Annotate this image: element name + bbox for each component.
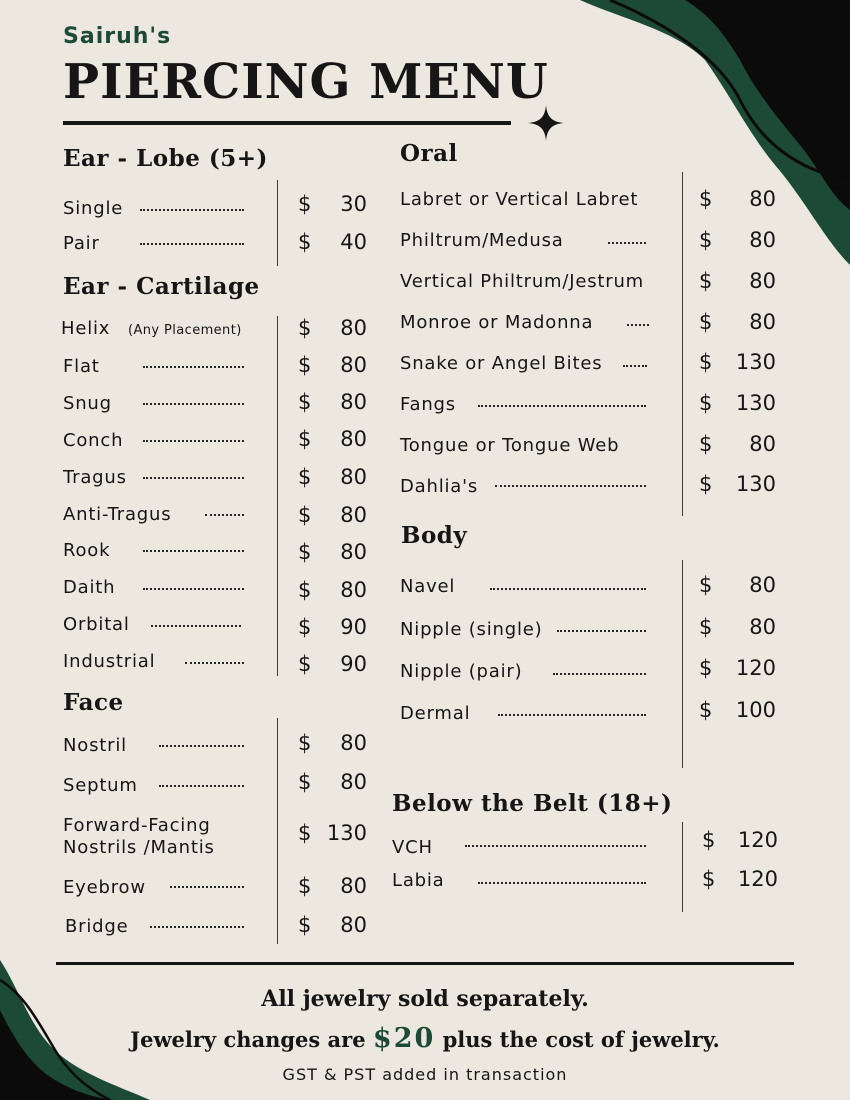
column-divider xyxy=(682,560,683,768)
currency-sign: $ xyxy=(298,427,312,451)
item-name: Forward-Facing Nostrils /Mantis xyxy=(63,815,215,858)
title-divider xyxy=(63,121,511,125)
item-name: Anti-Tragus xyxy=(63,504,172,525)
item-name: Eyebrow xyxy=(63,877,146,898)
page-title: PIERCING MENU xyxy=(63,54,549,110)
brand-name: Sairuh's xyxy=(63,24,172,49)
section-title-ear-cartilage: Ear - Cartilage xyxy=(63,273,260,300)
dot-leader xyxy=(465,845,646,847)
item-price: 80 xyxy=(749,615,776,639)
currency-sign: $ xyxy=(298,503,312,527)
item-price: 90 xyxy=(340,615,367,639)
currency-sign: $ xyxy=(699,350,713,374)
dot-leader xyxy=(140,209,244,211)
dot-leader xyxy=(623,365,647,367)
dot-leader xyxy=(143,440,244,442)
dot-leader xyxy=(143,550,244,552)
top-right-wave-decoration xyxy=(580,0,850,265)
item-name: Conch xyxy=(63,430,124,451)
jewelry-change-text-pre: Jewelry changes are xyxy=(130,1027,366,1052)
item-price: 30 xyxy=(340,192,367,216)
dot-leader xyxy=(498,714,646,716)
dot-leader xyxy=(557,630,646,632)
currency-sign: $ xyxy=(699,573,713,597)
column-divider xyxy=(277,718,278,944)
item-price: 130 xyxy=(735,350,776,374)
dot-leader xyxy=(553,673,646,675)
item-price: 120 xyxy=(735,656,776,680)
currency-sign: $ xyxy=(699,656,713,680)
item-price: 100 xyxy=(735,698,776,722)
item-price: 80 xyxy=(340,503,367,527)
dot-leader xyxy=(490,588,646,590)
item-name: Vertical Philtrum/Jestrum xyxy=(400,271,644,292)
currency-sign: $ xyxy=(699,391,713,415)
currency-sign: $ xyxy=(298,540,312,564)
item-price: 130 xyxy=(735,472,776,496)
column-divider xyxy=(277,180,278,266)
currency-sign: $ xyxy=(699,310,713,334)
item-name: Helix xyxy=(61,318,111,339)
currency-sign: $ xyxy=(298,731,312,755)
item-name: Single xyxy=(63,198,124,219)
currency-sign: $ xyxy=(699,228,713,252)
item-name: Daith xyxy=(63,577,116,598)
dot-leader xyxy=(159,745,244,747)
footer-tax-note: GST & PST added in transaction xyxy=(282,1065,568,1084)
currency-sign: $ xyxy=(702,828,716,852)
item-price: 80 xyxy=(340,913,367,937)
item-name: Tragus xyxy=(63,467,127,488)
item-price: 80 xyxy=(340,465,367,489)
item-price: 80 xyxy=(340,316,367,340)
item-price: 80 xyxy=(340,770,367,794)
item-price: 80 xyxy=(340,427,367,451)
dot-leader xyxy=(143,366,244,368)
item-price: 80 xyxy=(340,390,367,414)
currency-sign: $ xyxy=(699,432,713,456)
item-name: Labia xyxy=(392,870,445,891)
item-price: 80 xyxy=(749,573,776,597)
dot-leader xyxy=(627,324,649,326)
currency-sign: $ xyxy=(699,187,713,211)
item-name: Navel xyxy=(400,576,456,597)
currency-sign: $ xyxy=(298,615,312,639)
item-name: Nipple (pair) xyxy=(400,661,523,682)
column-divider xyxy=(277,316,278,676)
currency-sign: $ xyxy=(298,316,312,340)
item-name: Fangs xyxy=(400,394,456,415)
item-price: 80 xyxy=(749,187,776,211)
currency-sign: $ xyxy=(702,867,716,891)
item-name: Tongue or Tongue Web xyxy=(400,435,620,456)
item-price: 120 xyxy=(737,828,778,852)
item-price: 90 xyxy=(340,652,367,676)
jewelry-change-text-post: plus the cost of jewelry. xyxy=(442,1027,720,1052)
item-name: Septum xyxy=(63,775,138,796)
sparkle-star-icon xyxy=(528,105,564,141)
dot-leader xyxy=(143,588,244,590)
item-note: (Any Placement) xyxy=(128,323,242,338)
footer-jewelry-change-note xyxy=(0,1023,850,1054)
section-title-oral: Oral xyxy=(400,140,458,167)
dot-leader xyxy=(478,405,646,407)
item-price: 80 xyxy=(749,310,776,334)
item-name: VCH xyxy=(392,837,433,858)
item-price: 130 xyxy=(735,391,776,415)
section-title-ear-lobe: Ear - Lobe (5+) xyxy=(63,145,268,172)
currency-sign: $ xyxy=(699,472,713,496)
item-name: Pair xyxy=(63,233,100,254)
currency-sign: $ xyxy=(298,192,312,216)
dot-leader xyxy=(205,514,244,516)
dot-leader xyxy=(608,242,646,244)
item-name: Labret or Vertical Labret xyxy=(400,189,639,210)
item-name: Dermal xyxy=(400,703,471,724)
currency-sign: $ xyxy=(298,230,312,254)
dot-leader xyxy=(478,882,646,884)
item-name: Monroe or Madonna xyxy=(400,312,594,333)
item-price: 130 xyxy=(326,821,367,845)
item-name: Dahlia's xyxy=(400,476,479,497)
item-price: 80 xyxy=(749,228,776,252)
dot-leader xyxy=(140,243,244,245)
item-name: Flat xyxy=(63,356,100,377)
item-price: 120 xyxy=(737,867,778,891)
currency-sign: $ xyxy=(298,770,312,794)
item-name: Bridge xyxy=(65,916,129,937)
column-divider xyxy=(682,822,683,912)
currency-sign: $ xyxy=(699,269,713,293)
dot-leader xyxy=(151,625,241,627)
dot-leader xyxy=(159,785,244,787)
currency-sign: $ xyxy=(298,578,312,602)
section-title-face: Face xyxy=(63,689,124,716)
item-price: 80 xyxy=(340,540,367,564)
dot-leader xyxy=(185,662,244,664)
item-price: 80 xyxy=(340,353,367,377)
section-title-body: Body xyxy=(401,522,468,549)
currency-sign: $ xyxy=(298,465,312,489)
jewelry-change-amount: $20 xyxy=(372,1023,436,1054)
dot-leader xyxy=(143,403,244,405)
item-price: 40 xyxy=(340,230,367,254)
column-divider xyxy=(682,172,683,516)
currency-sign: $ xyxy=(298,652,312,676)
item-price: 80 xyxy=(749,432,776,456)
item-name: Snug xyxy=(63,393,112,414)
dot-leader xyxy=(495,485,646,487)
dot-leader xyxy=(170,886,244,888)
footer-divider xyxy=(56,962,794,965)
footer-jewelry-note: All jewelry sold separately. xyxy=(261,986,589,1012)
currency-sign: $ xyxy=(298,913,312,937)
item-name: Industrial xyxy=(63,651,156,672)
dot-leader xyxy=(143,477,244,479)
currency-sign: $ xyxy=(298,821,312,845)
currency-sign: $ xyxy=(298,390,312,414)
item-price: 80 xyxy=(340,731,367,755)
dot-leader xyxy=(150,926,244,928)
currency-sign: $ xyxy=(699,615,713,639)
item-name: Snake or Angel Bites xyxy=(400,353,603,374)
item-name: Nostril xyxy=(63,735,127,756)
item-name: Philtrum/Medusa xyxy=(400,230,564,251)
section-title-below-the-belt: Below the Belt (18+) xyxy=(392,790,673,817)
item-price: 80 xyxy=(340,874,367,898)
currency-sign: $ xyxy=(298,353,312,377)
item-price: 80 xyxy=(749,269,776,293)
currency-sign: $ xyxy=(699,698,713,722)
item-price: 80 xyxy=(340,578,367,602)
currency-sign: $ xyxy=(298,874,312,898)
item-name: Orbital xyxy=(63,614,130,635)
item-name: Rook xyxy=(63,540,111,561)
item-name: Nipple (single) xyxy=(400,619,543,640)
